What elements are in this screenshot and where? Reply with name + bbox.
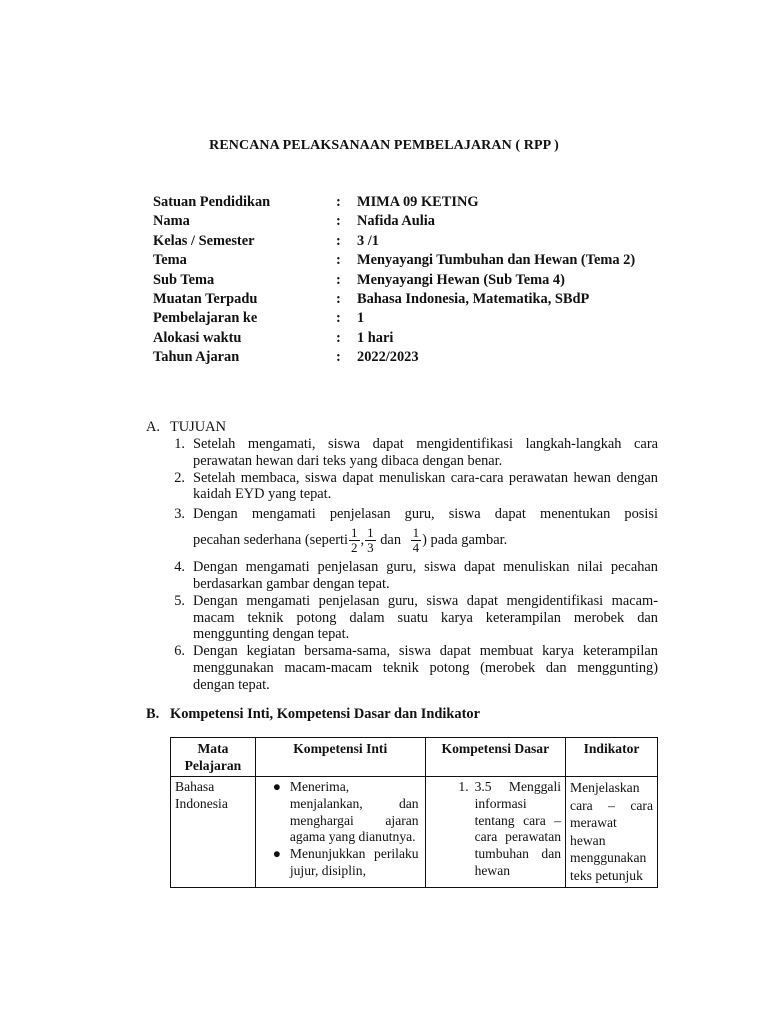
info-colon: : xyxy=(336,232,341,249)
list-item xyxy=(260,779,421,846)
cell-basic-competence xyxy=(425,777,565,888)
item-number: 6. xyxy=(174,643,185,660)
bullet-icon: ● xyxy=(272,846,281,862)
list-item xyxy=(146,643,658,693)
fraction-numerator: 1 xyxy=(412,525,420,541)
fraction-one-third xyxy=(365,526,376,555)
list-item xyxy=(146,436,658,470)
fraction-numerator: 1 xyxy=(367,525,374,541)
item-text xyxy=(193,505,658,555)
item-number: 5. xyxy=(174,592,185,609)
info-value: MIMA 09 KETING xyxy=(357,194,479,210)
info-label: Tema xyxy=(153,252,187,269)
info-label: Tahun Ajaran xyxy=(153,349,240,366)
objectives-list xyxy=(146,436,658,694)
item-text: Setelah membaca, siswa dapat menuliskan cara-cara perawatan hewan dengan kaidah EYD yang tepat. xyxy=(193,469,658,503)
info-label: Satuan Pendidikan xyxy=(153,194,271,210)
info-value: 2022/2023 xyxy=(357,349,419,366)
list-item xyxy=(146,505,658,555)
fraction-numerator: 1 xyxy=(351,525,358,541)
info-label: Alokasi waktu xyxy=(153,329,242,346)
cell-core-competence xyxy=(255,777,425,888)
identity-block xyxy=(153,193,658,368)
info-label: Nama xyxy=(153,213,190,230)
header-subject: Mata Pelajaran xyxy=(171,738,256,777)
info-row xyxy=(153,212,658,231)
info-value: 3 /1 xyxy=(357,232,379,249)
info-row xyxy=(153,348,658,367)
info-row xyxy=(153,329,658,348)
cell-subject xyxy=(171,777,256,888)
info-row xyxy=(153,232,658,251)
info-row xyxy=(153,193,658,212)
fraction-one-quarter xyxy=(411,526,422,555)
bullet-icon: ● xyxy=(272,779,281,794)
fraction-one-half xyxy=(349,526,360,555)
info-colon: : xyxy=(336,291,341,308)
info-row xyxy=(153,309,658,328)
info-colon: : xyxy=(336,349,341,366)
info-row xyxy=(153,251,658,270)
info-colon: : xyxy=(336,310,341,327)
info-colon: : xyxy=(336,271,341,288)
subject-text: Bahasa Indonesia xyxy=(175,779,228,811)
fraction-denominator: 4 xyxy=(412,540,420,556)
indicator-text: Menjelaskan cara – cara merawat hewan menggunakan teks petunjuk xyxy=(570,780,653,883)
document-title: RENCANA PELAKSANAAN PEMBELAJARAN ( RPP ) xyxy=(209,138,559,153)
section-title: TUJUAN xyxy=(170,419,226,435)
info-colon: : xyxy=(336,194,341,210)
info-row xyxy=(153,271,658,290)
info-value: Menyayangi Tumbuhan dan Hewan (Tema 2) xyxy=(357,252,636,269)
section-competencies xyxy=(146,706,658,723)
info-value: 1 hari xyxy=(357,329,394,346)
info-value: Menyayangi Hewan (Sub Tema 4) xyxy=(357,271,565,288)
info-label: Muatan Terpadu xyxy=(153,291,258,308)
item-text: Dengan mengamati penjelasan guru, siswa dapat mengidentifikasi macam-macam teknik potong dalam suatu karya keterampilan merobek dan menggunting dengan tepat. xyxy=(193,592,658,643)
item-text: Dengan kegiatan bersama-sama, siswa dapat membuat karya keterampilan menggunakan macam-macam teknik potong (merobek dan menggunting) dengan tepat. xyxy=(193,643,658,693)
info-label: Pembelajaran ke xyxy=(153,310,258,327)
info-colon: : xyxy=(336,329,341,346)
fraction-denominator: 2 xyxy=(351,540,358,556)
item-number: 2. xyxy=(174,469,185,486)
list-item xyxy=(146,470,658,504)
item-number: 1. xyxy=(174,436,185,452)
item-text: Menerima, menjalankan, dan menghargai ajaran agama yang dianutnya. xyxy=(289,779,419,845)
item-number: 3. xyxy=(174,506,185,523)
info-colon: : xyxy=(336,252,341,269)
section-letter: B. xyxy=(146,706,160,722)
fraction-conjunction: dan xyxy=(380,532,402,548)
header-basic-competence: Kompetensi Dasar xyxy=(425,738,565,777)
list-item xyxy=(260,846,421,880)
info-colon: : xyxy=(336,213,341,230)
cell-indicator xyxy=(566,777,658,888)
item-number: 4. xyxy=(174,559,185,576)
fraction-prefix: pecahan sederhana (seperti xyxy=(193,532,349,548)
fraction-line xyxy=(193,526,658,555)
section-title: Kompetensi Inti, Kompetensi Dasar dan Indikator xyxy=(170,706,480,722)
table-row xyxy=(171,777,658,888)
list-item xyxy=(146,593,658,643)
section-heading xyxy=(146,419,658,436)
header-indicator: Indikator xyxy=(566,738,658,777)
list-item xyxy=(146,559,658,593)
info-row xyxy=(153,290,658,309)
fraction-suffix: ) pada gambar. xyxy=(422,532,508,548)
info-value: Nafida Aulia xyxy=(357,213,435,230)
info-value: 1 xyxy=(357,310,365,327)
fraction-denominator: 3 xyxy=(367,540,374,556)
header-core-competence: Kompetensi Inti xyxy=(255,738,425,777)
table-header-row xyxy=(171,738,658,777)
info-label: Kelas / Semester xyxy=(153,232,255,249)
section-letter: A. xyxy=(146,419,160,435)
item-text: Setelah mengamati, siswa dapat mengidentifikasi langkah-langkah cara perawatan hewan dari teks yang dibaca dengan benar. xyxy=(193,436,658,469)
item-text: Dengan mengamati penjelasan guru, siswa dapat menuliskan nilai pecahan berdasarkan gambar dengan tepat. xyxy=(193,559,658,592)
item-text: Menunjukkan perilaku jujur, disiplin, xyxy=(289,846,419,878)
core-competence-list xyxy=(260,779,421,880)
item-number: 1. xyxy=(458,779,469,794)
list-item xyxy=(430,779,561,880)
section-heading xyxy=(146,706,658,723)
item-text: 3.5 Menggali informasi tentang cara – cara perawatan tumbuhan dan hewan xyxy=(474,779,562,878)
fraction-comma: , xyxy=(360,532,365,548)
info-value: Bahasa Indonesia, Matematika, SBdP xyxy=(357,291,590,308)
info-label: Sub Tema xyxy=(153,271,215,288)
item-text-line: Dengan mengamati penjelasan guru, siswa dapat menentukan posisi xyxy=(193,506,658,523)
section-objectives xyxy=(146,419,658,694)
competency-table xyxy=(170,737,658,888)
